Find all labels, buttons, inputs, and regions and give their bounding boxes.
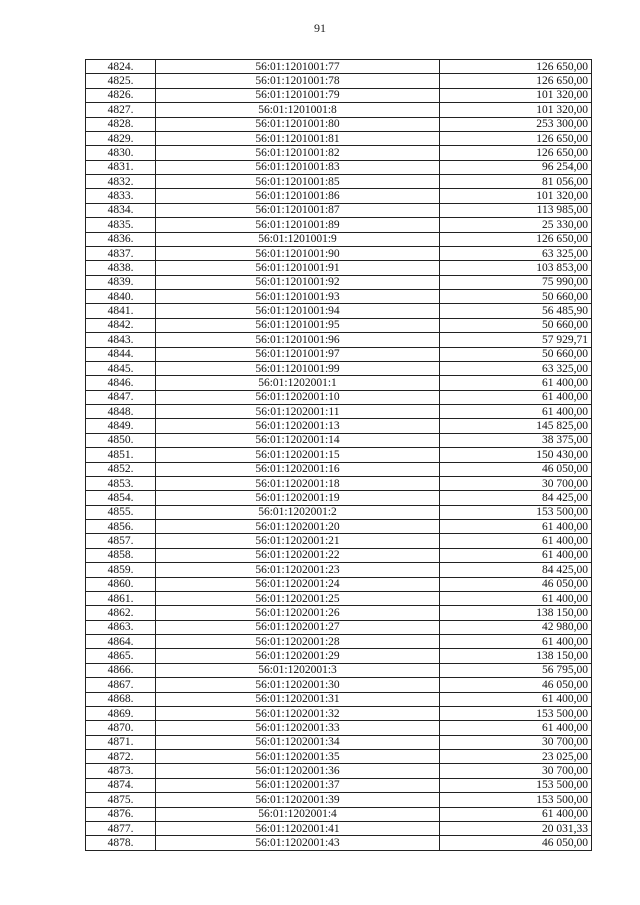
row-number-cell: 4877. [86,821,156,835]
table-row [86,563,592,577]
value-cell: 63 325,00 [440,246,592,260]
row-number-cell: 4873. [86,764,156,778]
cadastral-number-cell: 56:01:1202001:32 [156,706,440,720]
cadastral-number-cell: 56:01:1202001:10 [156,390,440,404]
table-row [86,333,592,347]
value-cell: 50 660,00 [440,318,592,332]
cadastral-number-cell: 56:01:1201001:80 [156,117,440,131]
row-number-cell: 4856. [86,520,156,534]
cadastral-number-cell: 56:01:1202001:26 [156,606,440,620]
table-row [86,318,592,332]
table-row [86,821,592,835]
cadastral-number-cell: 56:01:1201001:77 [156,60,440,74]
row-number-cell: 4865. [86,649,156,663]
table-row [86,60,592,74]
value-cell: 61 400,00 [440,692,592,706]
value-cell: 126 650,00 [440,232,592,246]
cadastral-number-cell: 56:01:1201001:87 [156,203,440,217]
cadastral-number-cell: 56:01:1202001:31 [156,692,440,706]
row-number-cell: 4864. [86,635,156,649]
row-number-cell: 4839. [86,275,156,289]
row-number-cell: 4876. [86,807,156,821]
row-number-cell: 4869. [86,706,156,720]
cadastral-number-cell: 56:01:1201001:81 [156,131,440,145]
table-row [86,807,592,821]
table-row [86,649,592,663]
table-row [86,692,592,706]
cadastral-number-cell: 56:01:1202001:21 [156,534,440,548]
row-number-cell: 4846. [86,376,156,390]
value-cell: 61 400,00 [440,635,592,649]
value-cell: 96 254,00 [440,160,592,174]
value-cell: 126 650,00 [440,74,592,88]
table-row [86,232,592,246]
cadastral-number-cell: 56:01:1201001:79 [156,88,440,102]
cadastral-number-cell: 56:01:1201001:82 [156,146,440,160]
table-row [86,117,592,131]
cadastral-number-cell: 56:01:1202001:37 [156,778,440,792]
cadastral-number-cell: 56:01:1202001:24 [156,577,440,591]
table-row [86,764,592,778]
table-row [86,577,592,591]
page-number: 91 [314,21,326,35]
table-row [86,74,592,88]
value-cell: 42 980,00 [440,620,592,634]
table-row [86,476,592,490]
row-number-cell: 4829. [86,131,156,145]
row-number-cell: 4850. [86,433,156,447]
row-number-cell: 4837. [86,246,156,260]
cadastral-number-cell: 56:01:1201001:85 [156,175,440,189]
row-number-cell: 4849. [86,419,156,433]
row-number-cell: 4874. [86,778,156,792]
row-number-cell: 4863. [86,620,156,634]
value-cell: 61 400,00 [440,405,592,419]
row-number-cell: 4848. [86,405,156,419]
table-row [86,534,592,548]
table-row [86,721,592,735]
table-row [86,203,592,217]
row-number-cell: 4844. [86,347,156,361]
table-row [86,620,592,634]
row-number-cell: 4832. [86,175,156,189]
value-cell: 138 150,00 [440,606,592,620]
table-row [86,88,592,102]
value-cell: 61 400,00 [440,591,592,605]
value-cell: 153 500,00 [440,778,592,792]
row-number-cell: 4825. [86,74,156,88]
value-cell: 126 650,00 [440,131,592,145]
table-row [86,361,592,375]
value-cell: 113 985,00 [440,203,592,217]
row-number-cell: 4852. [86,462,156,476]
cadastral-number-cell: 56:01:1202001:3 [156,663,440,677]
value-cell: 20 031,33 [440,821,592,835]
table-row [86,505,592,519]
cadastral-number-cell: 56:01:1202001:13 [156,419,440,433]
value-cell: 61 400,00 [440,534,592,548]
cadastral-number-cell: 56:01:1201001:8 [156,103,440,117]
table-row [86,246,592,260]
value-cell: 61 400,00 [440,807,592,821]
cadastral-number-cell: 56:01:1202001:22 [156,548,440,562]
table-row [86,750,592,764]
cadastral-number-cell: 56:01:1202001:20 [156,520,440,534]
value-cell: 61 400,00 [440,520,592,534]
table-row [86,290,592,304]
table-row [86,793,592,807]
value-cell: 30 700,00 [440,764,592,778]
value-cell: 63 325,00 [440,361,592,375]
value-cell: 46 050,00 [440,577,592,591]
table-row [86,376,592,390]
value-cell: 61 400,00 [440,376,592,390]
cadastral-number-cell: 56:01:1201001:96 [156,333,440,347]
table-row [86,491,592,505]
row-number-cell: 4868. [86,692,156,706]
cadastral-number-cell: 56:01:1202001:30 [156,678,440,692]
table-row [86,146,592,160]
table-row [86,778,592,792]
cadastral-number-cell: 56:01:1202001:41 [156,821,440,835]
row-number-cell: 4867. [86,678,156,692]
cadastral-number-cell: 56:01:1202001:29 [156,649,440,663]
value-cell: 145 825,00 [440,419,592,433]
cadastral-number-cell: 56:01:1202001:2 [156,505,440,519]
cadastral-number-cell: 56:01:1201001:93 [156,290,440,304]
cadastral-number-cell: 56:01:1201001:99 [156,361,440,375]
table-row [86,405,592,419]
value-cell: 50 660,00 [440,347,592,361]
row-number-cell: 4842. [86,318,156,332]
value-cell: 46 050,00 [440,836,592,850]
cadastral-number-cell: 56:01:1202001:35 [156,750,440,764]
row-number-cell: 4833. [86,189,156,203]
value-cell: 57 929,71 [440,333,592,347]
table-row [86,606,592,620]
value-cell: 30 700,00 [440,735,592,749]
table-body [86,60,592,851]
cadastral-number-cell: 56:01:1202001:16 [156,462,440,476]
value-cell: 46 050,00 [440,462,592,476]
cadastral-number-cell: 56:01:1201001:97 [156,347,440,361]
cadastral-number-cell: 56:01:1201001:9 [156,232,440,246]
cadastral-number-cell: 56:01:1202001:34 [156,735,440,749]
row-number-cell: 4857. [86,534,156,548]
value-cell: 30 700,00 [440,476,592,490]
cadastral-number-cell: 56:01:1202001:39 [156,793,440,807]
row-number-cell: 4858. [86,548,156,562]
row-number-cell: 4834. [86,203,156,217]
value-cell: 23 025,00 [440,750,592,764]
cadastral-number-cell: 56:01:1202001:28 [156,635,440,649]
cadastral-number-cell: 56:01:1202001:18 [156,476,440,490]
table-row [86,836,592,850]
value-cell: 61 400,00 [440,721,592,735]
value-cell: 153 500,00 [440,706,592,720]
value-cell: 38 375,00 [440,433,592,447]
table-row [86,520,592,534]
table-row [86,347,592,361]
table-row [86,218,592,232]
row-number-cell: 4836. [86,232,156,246]
table-row [86,448,592,462]
row-number-cell: 4870. [86,721,156,735]
table-row [86,663,592,677]
row-number-cell: 4871. [86,735,156,749]
row-number-cell: 4843. [86,333,156,347]
row-number-cell: 4824. [86,60,156,74]
value-cell: 153 500,00 [440,505,592,519]
row-number-cell: 4872. [86,750,156,764]
cadastral-number-cell: 56:01:1202001:36 [156,764,440,778]
cadastral-number-cell: 56:01:1202001:11 [156,405,440,419]
table-row [86,735,592,749]
cadastral-number-cell: 56:01:1202001:19 [156,491,440,505]
value-cell: 138 150,00 [440,649,592,663]
value-cell: 46 050,00 [440,678,592,692]
value-cell: 50 660,00 [440,290,592,304]
cadastral-number-cell: 56:01:1201001:91 [156,261,440,275]
value-cell: 84 425,00 [440,491,592,505]
row-number-cell: 4835. [86,218,156,232]
cadastral-number-cell: 56:01:1202001:1 [156,376,440,390]
cadastral-number-cell: 56:01:1201001:95 [156,318,440,332]
value-cell: 81 056,00 [440,175,592,189]
cadastral-number-cell: 56:01:1201001:90 [156,246,440,260]
value-cell: 25 330,00 [440,218,592,232]
table-row [86,591,592,605]
row-number-cell: 4841. [86,304,156,318]
table-row [86,419,592,433]
table-row [86,304,592,318]
table-row [86,462,592,476]
row-number-cell: 4830. [86,146,156,160]
value-cell: 103 853,00 [440,261,592,275]
row-number-cell: 4826. [86,88,156,102]
value-cell: 253 300,00 [440,117,592,131]
cadastral-number-cell: 56:01:1202001:14 [156,433,440,447]
cadastral-number-cell: 56:01:1202001:4 [156,807,440,821]
row-number-cell: 4866. [86,663,156,677]
row-number-cell: 4861. [86,591,156,605]
cadastral-number-cell: 56:01:1201001:83 [156,160,440,174]
row-number-cell: 4862. [86,606,156,620]
table-row [86,175,592,189]
value-cell: 75 990,00 [440,275,592,289]
table-row [86,548,592,562]
row-number-cell: 4851. [86,448,156,462]
row-number-cell: 4854. [86,491,156,505]
value-cell: 56 485,90 [440,304,592,318]
table-row [86,635,592,649]
cadastral-number-cell: 56:01:1202001:15 [156,448,440,462]
cadastral-number-cell: 56:01:1201001:78 [156,74,440,88]
table-row [86,706,592,720]
cadastral-value-table [85,59,592,851]
cadastral-number-cell: 56:01:1201001:89 [156,218,440,232]
cadastral-number-cell: 56:01:1202001:33 [156,721,440,735]
row-number-cell: 4828. [86,117,156,131]
table-row [86,189,592,203]
cadastral-number-cell: 56:01:1201001:92 [156,275,440,289]
table-row [86,678,592,692]
value-cell: 101 320,00 [440,103,592,117]
value-cell: 56 795,00 [440,663,592,677]
row-number-cell: 4853. [86,476,156,490]
table-row [86,131,592,145]
row-number-cell: 4838. [86,261,156,275]
row-number-cell: 4855. [86,505,156,519]
value-cell: 150 430,00 [440,448,592,462]
value-cell: 61 400,00 [440,548,592,562]
row-number-cell: 4831. [86,160,156,174]
cadastral-number-cell: 56:01:1202001:43 [156,836,440,850]
value-cell: 84 425,00 [440,563,592,577]
value-cell: 61 400,00 [440,390,592,404]
row-number-cell: 4860. [86,577,156,591]
table-row [86,390,592,404]
table-row [86,261,592,275]
cadastral-number-cell: 56:01:1202001:27 [156,620,440,634]
value-cell: 153 500,00 [440,793,592,807]
table-row [86,275,592,289]
cadastral-number-cell: 56:01:1201001:94 [156,304,440,318]
value-cell: 101 320,00 [440,88,592,102]
cadastral-number-cell: 56:01:1202001:25 [156,591,440,605]
row-number-cell: 4859. [86,563,156,577]
row-number-cell: 4847. [86,390,156,404]
cadastral-number-cell: 56:01:1201001:86 [156,189,440,203]
row-number-cell: 4878. [86,836,156,850]
table-row [86,433,592,447]
row-number-cell: 4840. [86,290,156,304]
value-cell: 126 650,00 [440,60,592,74]
table-row [86,103,592,117]
row-number-cell: 4875. [86,793,156,807]
table-row [86,160,592,174]
row-number-cell: 4845. [86,361,156,375]
value-cell: 126 650,00 [440,146,592,160]
value-cell: 101 320,00 [440,189,592,203]
cadastral-number-cell: 56:01:1202001:23 [156,563,440,577]
row-number-cell: 4827. [86,103,156,117]
